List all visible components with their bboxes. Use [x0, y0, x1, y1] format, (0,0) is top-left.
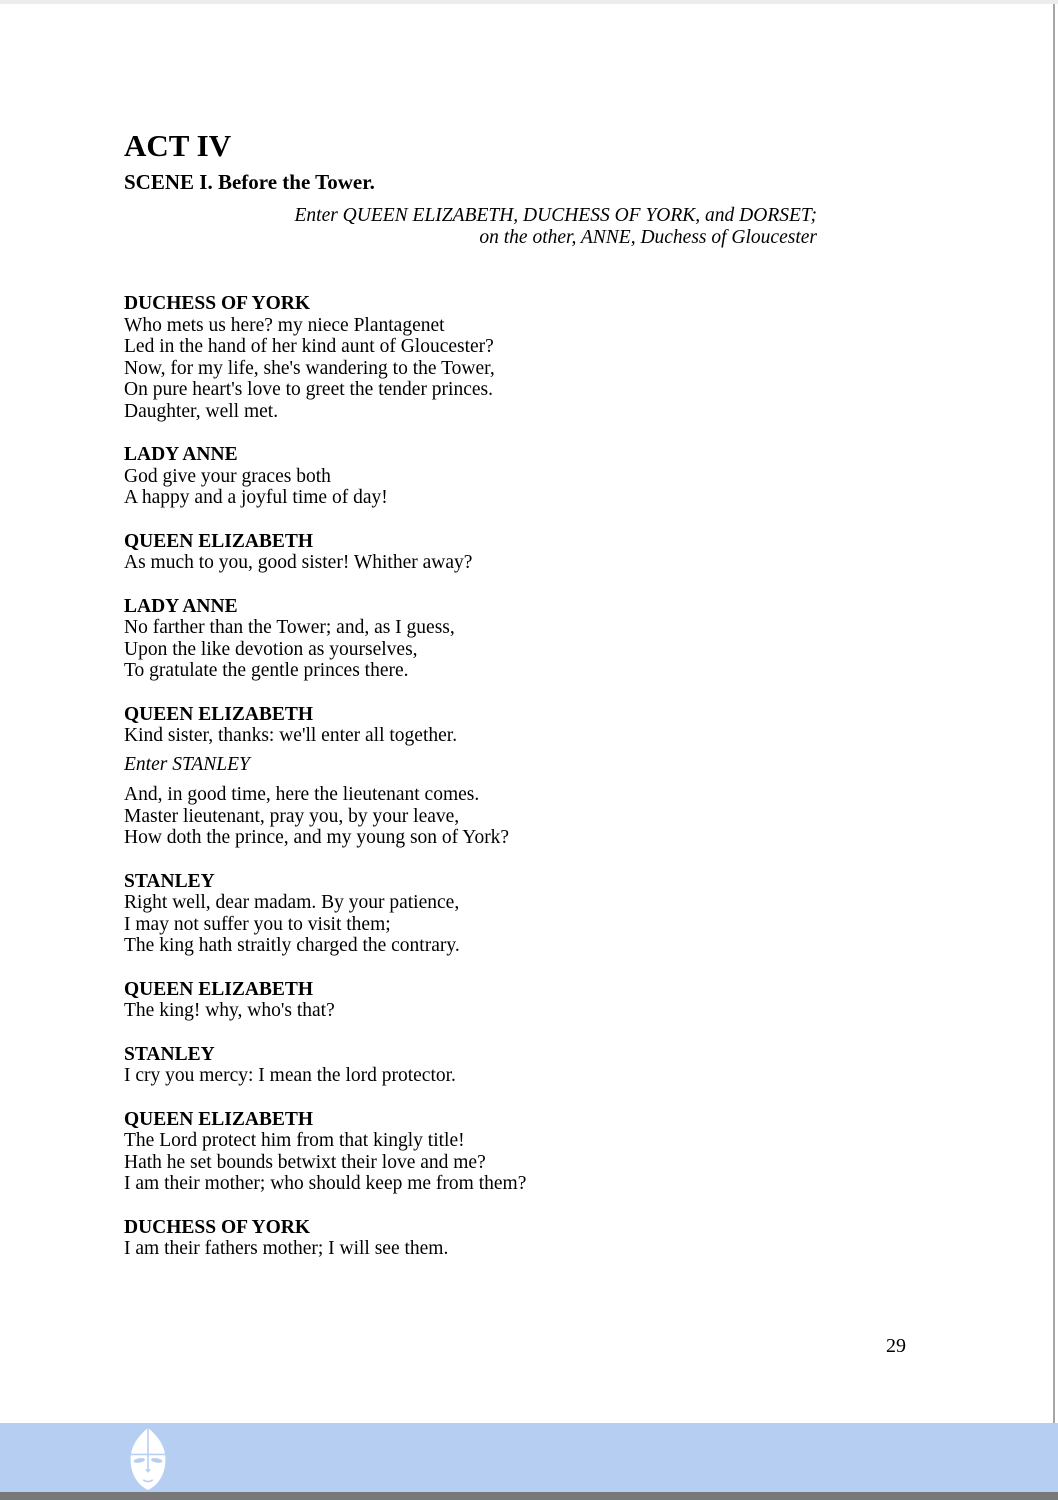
speech-block [124, 1217, 817, 1260]
speaker-name: DUCHESS OF YORK [124, 293, 310, 314]
dialogue-line: Master lieutenant, pray you, by your leave, [124, 805, 460, 827]
footer-strip [0, 1492, 1058, 1500]
dialogue-line: Upon the like devotion as yourselves, [124, 638, 418, 660]
page-number: 29 [886, 1335, 906, 1357]
speech-block [124, 596, 817, 682]
stage-direction-line: on the other, ANNE, Duchess of Gloucester [479, 226, 817, 248]
speaker-name: STANLEY [124, 870, 215, 892]
dialogue-line: I may not suffer you to visit them; [124, 913, 391, 935]
dialogue-line: The Lord protect him from that kingly title! [124, 1130, 465, 1151]
act-heading: ACT IV [124, 128, 232, 163]
speech-block [124, 444, 817, 509]
speech-block [124, 293, 817, 422]
dialogue-line: Daughter, well met. [124, 400, 279, 422]
dialogue-line: Who mets us here? my niece Plantagenet [124, 314, 445, 336]
speaker-name: LADY ANNE [124, 444, 238, 465]
dialogue-line: As much to you, good sister! Whither away? [124, 552, 473, 573]
speaker-name: LADY ANNE [124, 595, 238, 617]
opening-stage-direction [124, 205, 817, 248]
speech-block [124, 531, 817, 574]
play-text-column [124, 0, 817, 1260]
dialogue-line: I am their mother; who should keep me from them? [124, 1173, 527, 1194]
speaker-name: STANLEY [124, 1043, 215, 1065]
theater-mask-icon [122, 1428, 174, 1490]
dialogue-line: On pure heart's love to greet the tender princes. [124, 379, 493, 400]
dialogue-line: No farther than the Tower; and, as I guess, [124, 617, 455, 638]
speaker-name: QUEEN ELIZABETH [124, 1108, 314, 1130]
speaker-name: QUEEN ELIZABETH [124, 703, 314, 725]
dialogue-line: The king! why, who's that? [124, 1000, 335, 1021]
dialogue-container [124, 293, 817, 1260]
inline-stage-direction: Enter STANLEY [124, 753, 250, 775]
dialogue-line: Right well, dear madam. By your patience, [124, 892, 460, 913]
dialogue-line: God give your graces both [124, 465, 331, 487]
dialogue-line: The king hath straitly charged the contrary. [124, 935, 460, 956]
stage-direction-line: Enter QUEEN ELIZABETH, DUCHESS OF YORK, and DORSET; [294, 205, 817, 226]
dialogue-line: How doth the prince, and my young son of York? [124, 827, 510, 848]
dialogue-line: I cry you mercy: I mean the lord protector. [124, 1065, 456, 1086]
scene-heading: SCENE I. Before the Tower. [124, 170, 375, 194]
speech-continuation [124, 784, 817, 849]
speaker-name: QUEEN ELIZABETH [124, 978, 314, 1000]
footer-band [0, 1423, 1058, 1492]
dialogue-line: To gratulate the gentle princes there. [124, 660, 409, 681]
speech-block [124, 1109, 817, 1195]
dialogue-line: A happy and a joyful time of day! [124, 487, 388, 508]
speaker-name: QUEEN ELIZABETH [124, 530, 314, 552]
dialogue-line: Led in the hand of her kind aunt of Gloucester? [124, 336, 494, 357]
dialogue-line: Hath he set bounds betwixt their love and me? [124, 1151, 486, 1173]
page-right-border [1053, 4, 1055, 1492]
speech-block [124, 704, 817, 747]
speaker-name: DUCHESS OF YORK [124, 1216, 310, 1238]
dialogue-line: Kind sister, thanks: we'll enter all together. [124, 725, 458, 746]
speech-block [124, 1044, 817, 1087]
speech-block [124, 979, 817, 1022]
dialogue-line: And, in good time, here the lieutenant comes. [124, 784, 480, 805]
speech-block [124, 871, 817, 957]
dialogue-line: I am their fathers mother; I will see them. [124, 1238, 449, 1259]
dialogue-line: Now, for my life, she's wandering to the Tower, [124, 357, 495, 379]
